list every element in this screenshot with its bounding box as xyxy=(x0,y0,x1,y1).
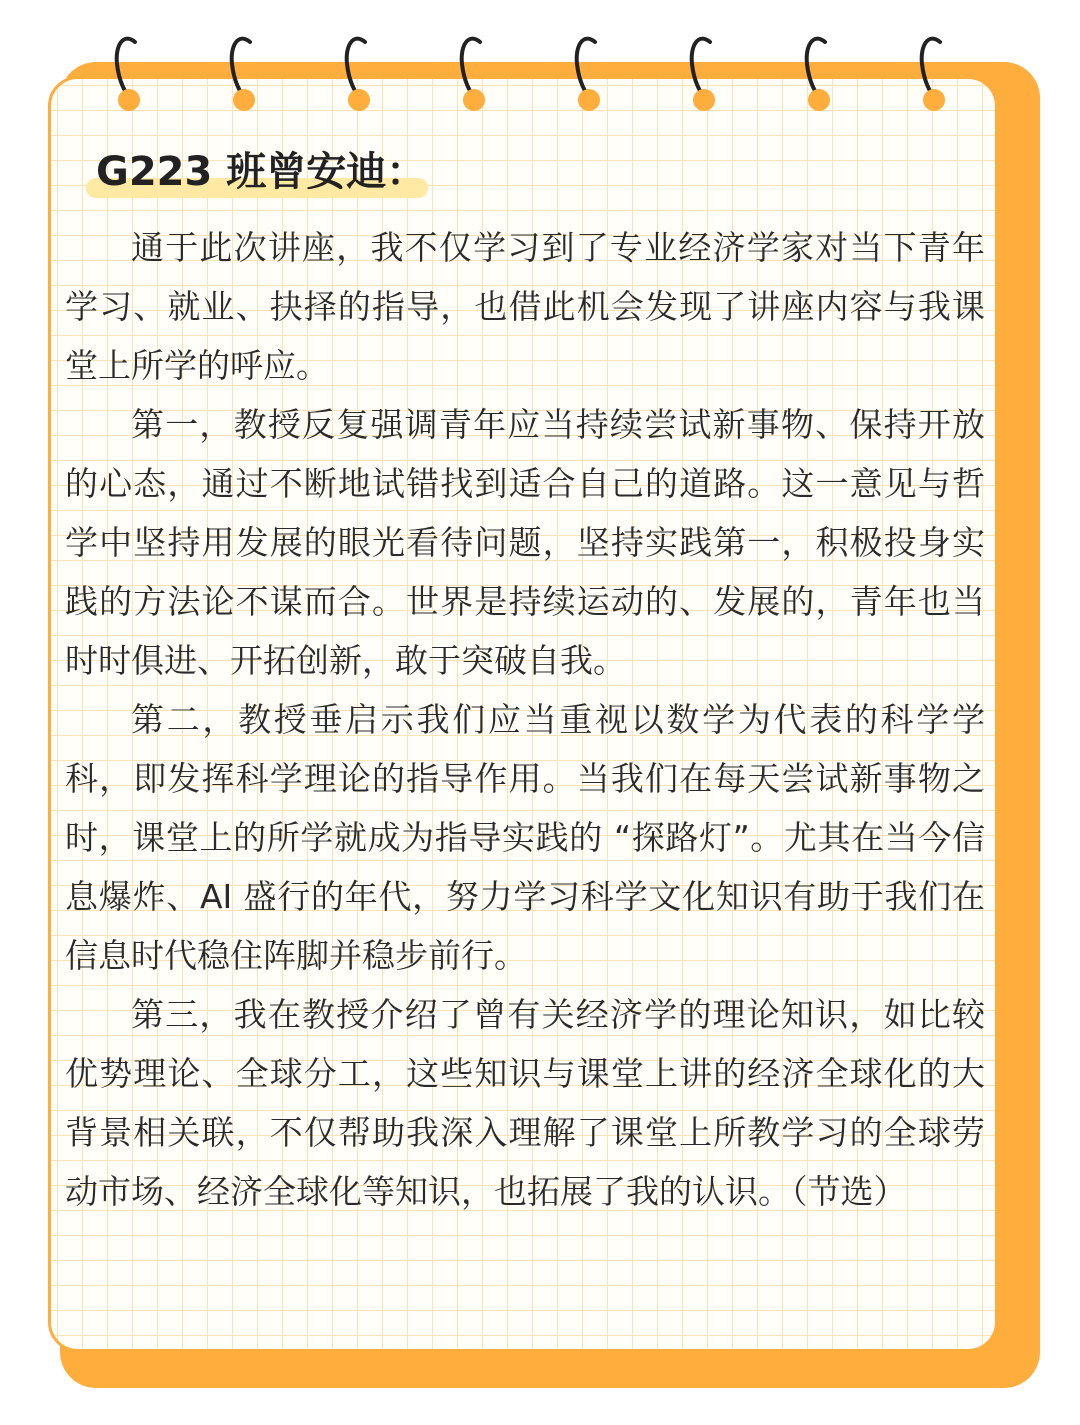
paragraph-first: 第一，教授反复强调青年应当持续尝试新事物、保持开放的心态，通过不断地试错找到适合自己的道路。这一意见与哲学中坚持用发展的眼光看待问题，坚持实践第一，积极投身实践的方法论不谋而合。世界是持续运动的、发展的，青年也当时时俱进、开拓创新，敢于突破自我。 xyxy=(65,405,985,680)
paragraph-second: 第二，教授垂启示我们应当重视以数学为代表的科学学科，即发挥科学理论的指导作用。当我们在每天尝试新事物之时，课堂上的所学就成为指导实践的 “探路灯”。尤其在当今信息爆炸、AI 盛行的年代，努力学习科学文化知识有助于我们在信息时代稳住阵脚并稳步前行。 xyxy=(65,700,985,975)
page-title: G223 班曾安迪： xyxy=(96,149,427,195)
paragraph-intro: 通于此次讲座，我不仅学习到了专业经济学家对当下青年学习、就业、抉择的指导，也借此机会发现了讲座内容与我课堂上所学的呼应。 xyxy=(65,228,985,385)
paragraph-third: 第三，我在教授介绍了曾有关经济学的理论知识，如比较优势理论、全球分工，这些知识与课堂上讲的经济全球化的大背景相关联，不仅帮助我深入理解了课堂上所教学习的全球劳动市场、经济全球化等知识，也拓展了我的认识。（节选） xyxy=(65,995,985,1211)
title-block xyxy=(96,140,426,210)
article-body xyxy=(65,218,985,1221)
